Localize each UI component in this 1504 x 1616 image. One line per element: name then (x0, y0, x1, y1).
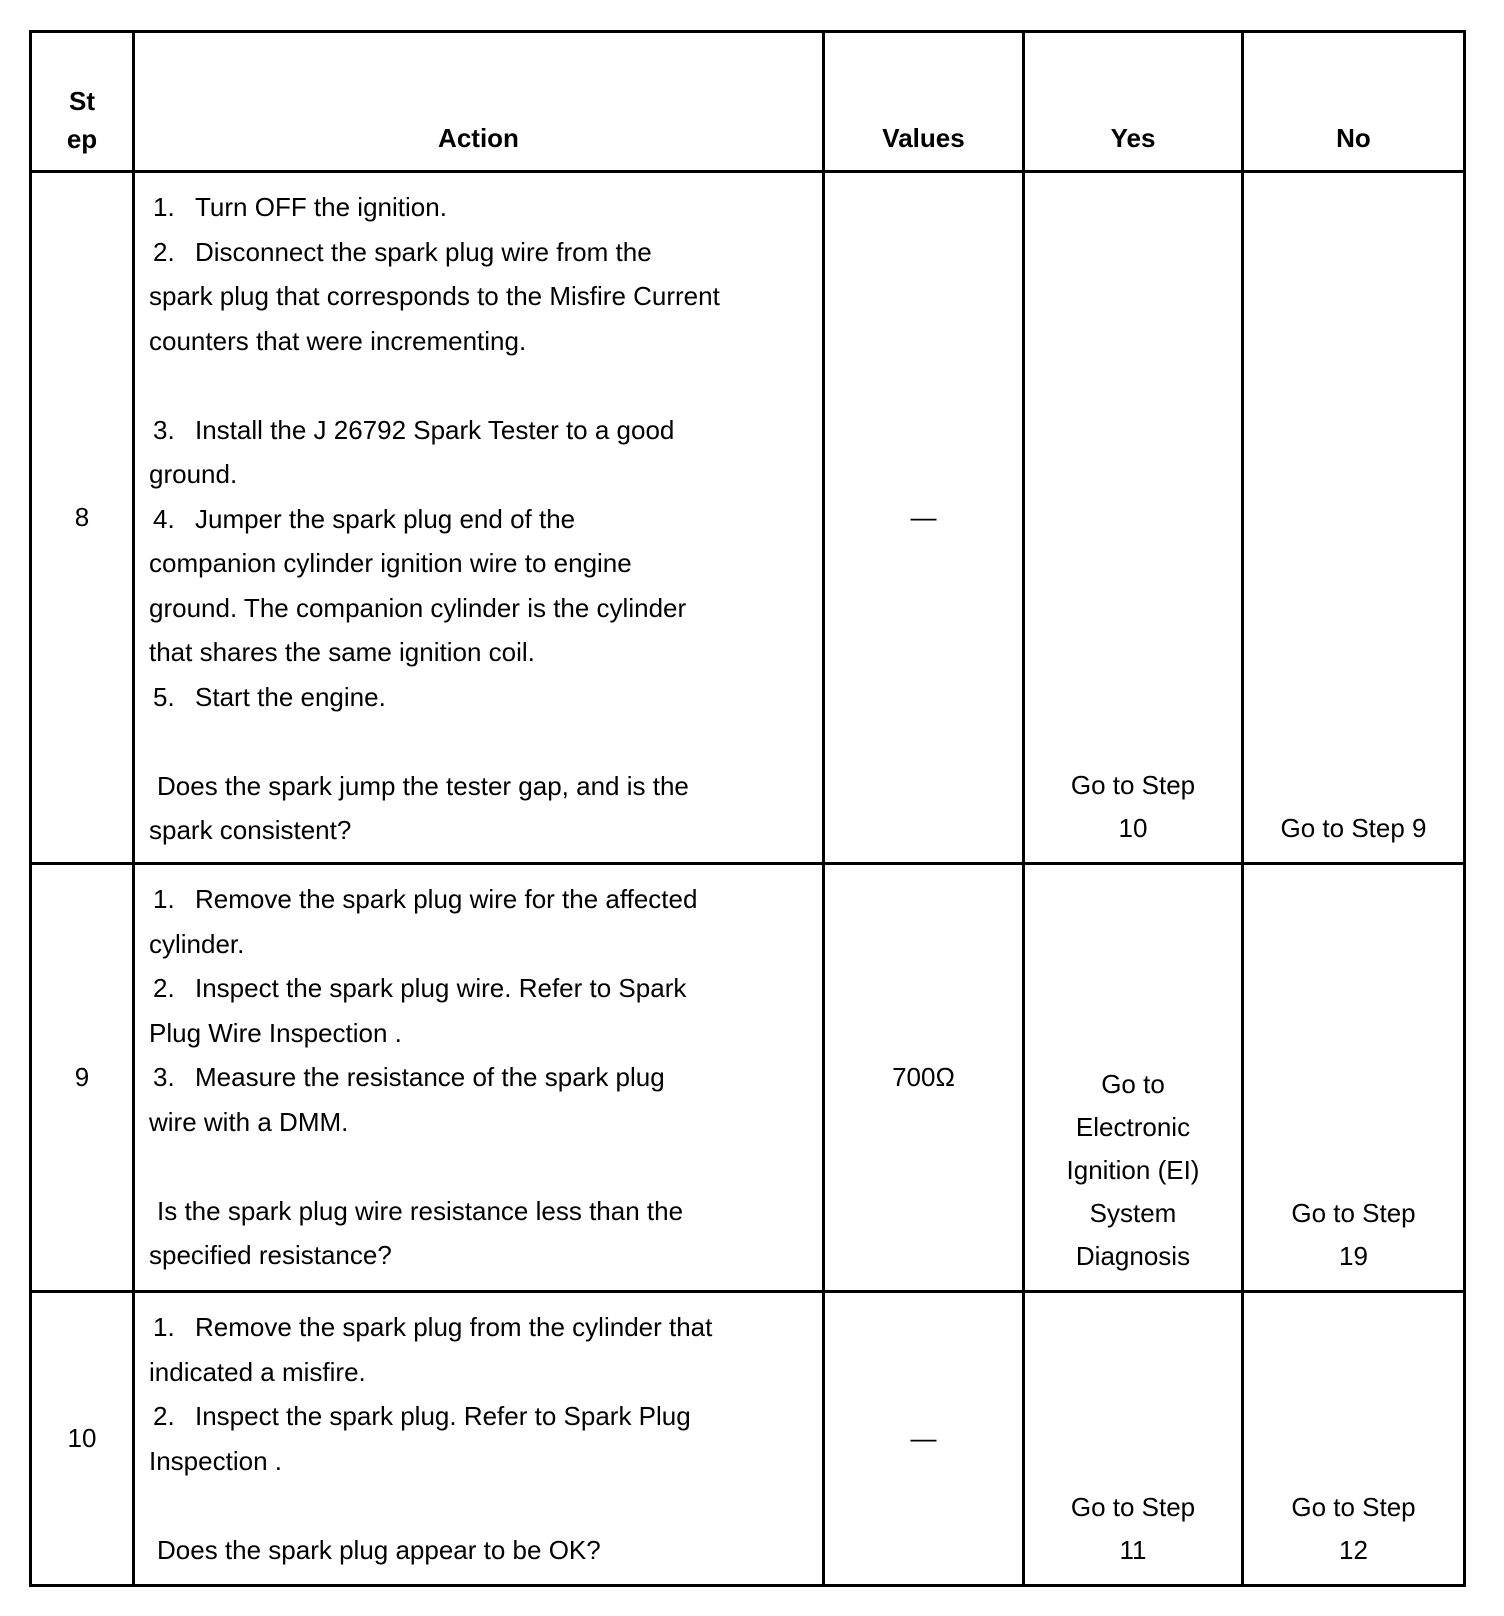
action-line: that shares the same ignition coil. (149, 637, 535, 667)
action-line: ground. (149, 459, 238, 489)
action-line: 2. Inspect the spark plug wire. Refer to Spark (153, 973, 687, 1003)
yes-cell (1024, 1292, 1243, 1586)
action-line: Plug Wire Inspection . (149, 1017, 402, 1048)
question-line: Does the spark plug appear to be OK? (157, 1534, 601, 1565)
yes-line: Go to (1101, 1069, 1165, 1099)
header-step-line2: ep (66, 124, 98, 154)
header-yes: Yes (1024, 32, 1243, 172)
action-line: 1. Remove the spark plug wire for the affected (153, 884, 698, 914)
yes-line: Diagnosis (1075, 1241, 1191, 1271)
no-cell (1243, 864, 1465, 1292)
action-cell (134, 1292, 824, 1586)
action-line: cylinder. (149, 928, 245, 959)
table-row (31, 864, 1465, 1292)
action-cell (134, 864, 824, 1292)
question-line: Is the spark plug wire resistance less than the (157, 1195, 684, 1226)
header-values: Values (824, 32, 1024, 172)
question-line: spark consistent? (149, 815, 352, 845)
yes-line: 11 (1119, 1535, 1147, 1565)
action-cell (134, 172, 824, 864)
values-cell: — (824, 1292, 1024, 1586)
yes-cell (1024, 864, 1243, 1292)
no-cell (1243, 172, 1465, 864)
yes-line: 10 (1118, 813, 1148, 843)
action-line: companion cylinder ignition wire to engine (149, 548, 632, 578)
action-line: ground. The companion cylinder is the cylinder (149, 592, 687, 623)
diagnostic-table (29, 30, 1466, 1587)
action-line: 2. Inspect the spark plug. Refer to Spark Plug (153, 1401, 691, 1431)
yes-line: Go to Step (1070, 1492, 1196, 1522)
action-line: 3. Measure the resistance of the spark plug (153, 1062, 665, 1092)
yes-line: Go to Step (1070, 770, 1196, 800)
table-row (31, 1292, 1465, 1586)
yes-line: System (1089, 1198, 1177, 1228)
action-line: 2. Disconnect the spark plug wire from the (153, 236, 652, 267)
question-line: specified resistance? (149, 1240, 392, 1270)
header-action: Action (134, 32, 824, 172)
action-line: 1. Turn OFF the ignition. (153, 192, 447, 222)
no-line: Go to Step 9 (1280, 813, 1427, 843)
yes-line: Ignition (EI) (1066, 1155, 1200, 1185)
header-row (31, 32, 1465, 172)
step-number: 10 (31, 1292, 134, 1586)
action-line: spark plug that corresponds to the Misfire Current (149, 281, 720, 311)
header-step (31, 32, 134, 172)
step-number: 8 (31, 172, 134, 864)
action-line: 5. Start the engine. (153, 681, 386, 712)
action-line: indicated a misfire. (149, 1356, 366, 1387)
action-line: 4. Jumper the spark plug end of the (153, 503, 576, 534)
question-line: Does the spark jump the tester gap, and is the (157, 770, 689, 801)
no-line: 12 (1339, 1535, 1368, 1565)
action-line: wire with a DMM. (149, 1106, 349, 1137)
no-line: Go to Step (1291, 1492, 1416, 1522)
values-cell: — (824, 172, 1024, 864)
yes-cell (1024, 172, 1243, 864)
no-cell (1243, 1292, 1465, 1586)
action-line: 3. Install the J 26792 Spark Tester to a good (153, 414, 675, 445)
action-line: Inspection . (149, 1445, 282, 1476)
action-line: counters that were incrementing. (149, 325, 527, 356)
no-line: Go to Step (1291, 1198, 1416, 1228)
table-row (31, 172, 1465, 864)
header-no: No (1243, 32, 1465, 172)
values-cell: 700Ω (824, 864, 1024, 1292)
no-line: 19 (1339, 1241, 1368, 1271)
yes-line: Electronic (1075, 1112, 1191, 1142)
step-number: 9 (31, 864, 134, 1292)
action-line: 1. Remove the spark plug from the cylinder that (153, 1312, 713, 1342)
header-step-line1: St (69, 86, 95, 116)
